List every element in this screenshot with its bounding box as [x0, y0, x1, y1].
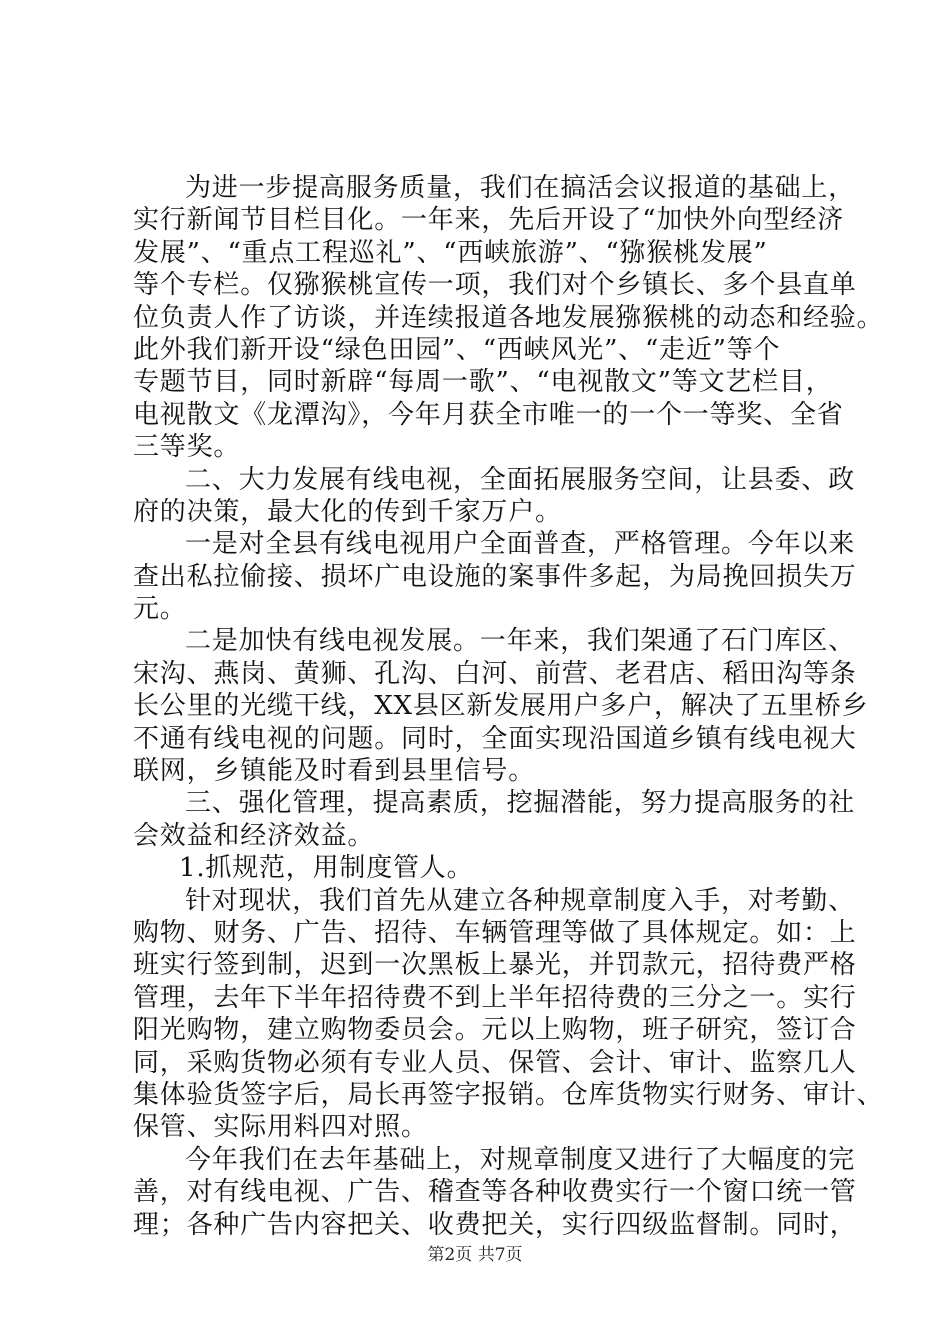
- text-line: 集体验货签字后，局长再签字报销。仓库货物实行财务、审计、: [133, 1079, 884, 1110]
- text-line: 此外我们新开设“绿色田园”、“西峡风光”、“走近”等个: [133, 334, 781, 365]
- text-line: 购物、财务、广告、招待、车辆管理等做了具体规定。如：上: [133, 917, 857, 948]
- text-line: 二、大力发展有线电视，全面拓展服务空间，让县委、政: [185, 464, 856, 495]
- text-line: 善，对有线电视、广告、稽查等各种收费实行一个窗口统一管: [133, 1177, 857, 1208]
- text-line: 会效益和经济效益。: [133, 820, 375, 851]
- text-line: 三、强化管理，提高素质，挖掘潜能，努力提高服务的社: [185, 788, 856, 819]
- text-line: 一是对全县有线电视用户全面普查，严格管理。今年以来: [185, 529, 856, 560]
- text-line: 长公里的光缆干线，XX县区新发展用户多户，解决了五里桥乡: [133, 691, 869, 722]
- text-line: 今年我们在去年基础上，对规章制度又进行了大幅度的完: [185, 1144, 856, 1175]
- text-line: 二是加快有线电视发展。一年来，我们架通了石门库区、: [185, 626, 856, 657]
- text-line: 元。: [133, 594, 187, 625]
- text-line: 针对现状，我们首先从建立各种规章制度入手，对考勤、: [185, 885, 856, 916]
- text-line: 阳光购物，建立购物委员会。元以上购物，班子研究，签订合: [133, 1015, 857, 1046]
- text-line: 为进一步提高服务质量，我们在搞活会议报道的基础上，: [185, 173, 856, 203]
- text-line: 实行新闻节目栏目化。一年来，先后开设了“加快外向型经济: [133, 205, 844, 236]
- text-line: 同，采购货物必须有专业人员、保管、会计、审计、监察几人: [133, 1047, 857, 1078]
- text-line: 管理，去年下半年招待费不到上半年招待费的三分之一。实行: [133, 982, 857, 1013]
- text-line: 1.抓规范，用制度管人。: [179, 853, 474, 884]
- text-line: 专题节目，同时新辟“每周一歌”、“电视散文”等文艺栏目，: [133, 367, 833, 398]
- text-line: 联网，乡镇能及时看到县里信号。: [133, 756, 536, 787]
- text-line: 查出私拉偷接、损坏广电设施的案事件多起，为局挽回损失万: [133, 561, 857, 592]
- text-line: 三等奖。: [133, 432, 241, 463]
- text-line: 发展”、“重点工程巡礼”、“西峡旅游”、“猕猴桃发展”: [133, 237, 768, 268]
- text-line: 理；各种广告内容把关、收费把关，实行四级监督制。同时，: [133, 1209, 857, 1240]
- text-line: 宋沟、燕岗、黄狮、孔沟、白河、前营、老君店、稻田沟等条: [133, 658, 857, 689]
- document-body: [133, 172, 884, 1241]
- text-line: 位负责人作了访谈，并连续报道各地发展猕猴桃的动态和经验。: [133, 302, 884, 333]
- text-line: 不通有线电视的问题。同时，全面实现沿国道乡镇有线电视大: [133, 723, 857, 754]
- text-line: 等个专栏。仅猕猴桃宣传一项，我们对个乡镇长、多个县直单: [133, 270, 857, 301]
- text-line: 电视散文《龙潭沟》，今年月获全市唯一的一个一等奖、全省: [133, 399, 844, 430]
- text-line: 保管、实际用料四对照。: [133, 1112, 428, 1143]
- text-line: 府的决策，最大化的传到千家万户。: [133, 496, 562, 527]
- page-number-footer: 第2页 共7页: [427, 1245, 523, 1265]
- text-line: 班实行签到制，迟到一次黑板上暴光，并罚款元，招待费严格: [133, 950, 857, 981]
